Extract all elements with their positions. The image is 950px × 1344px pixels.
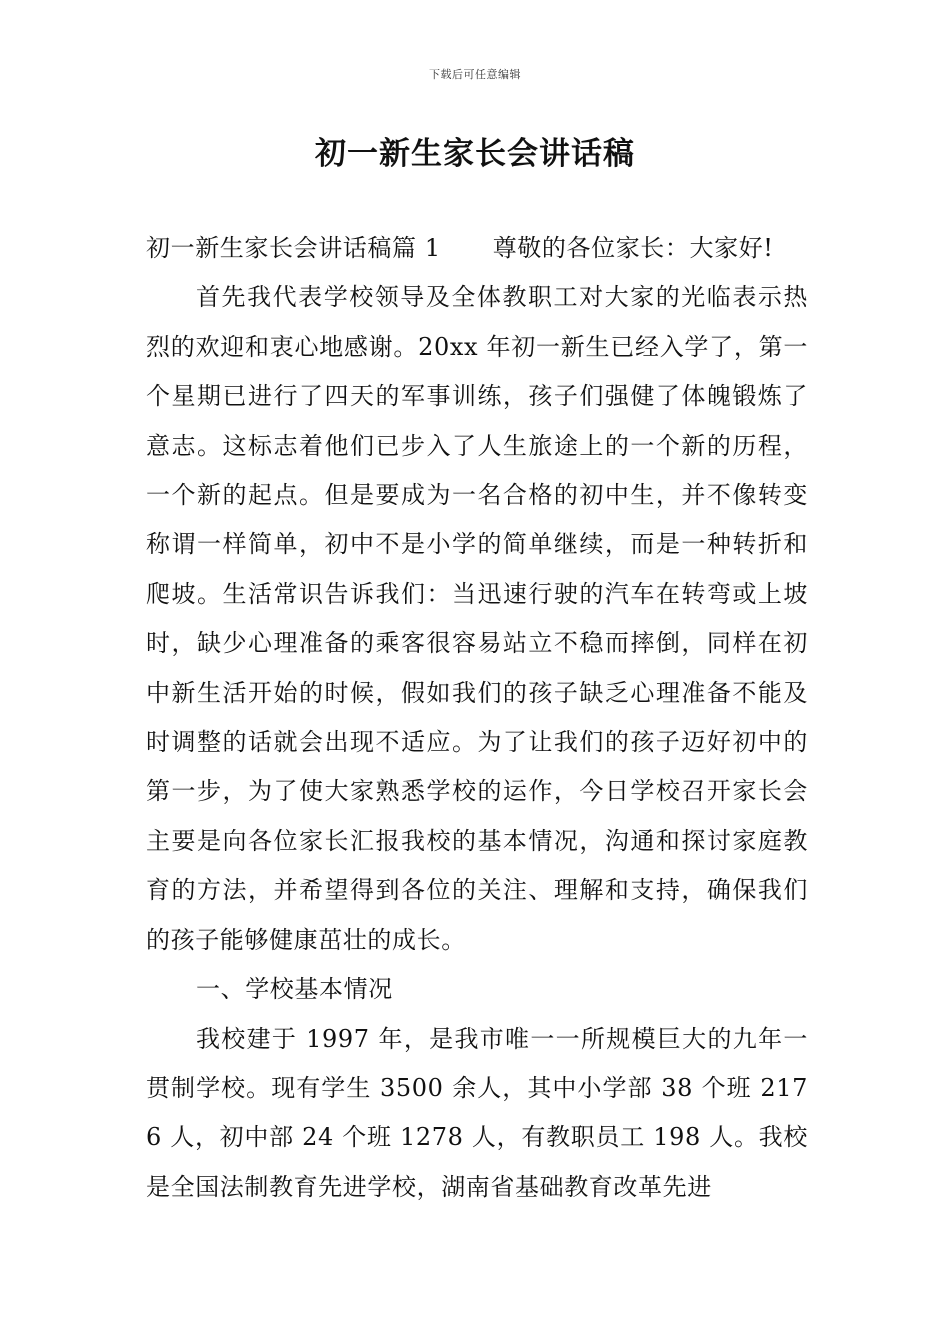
article-label: 初一新生家长会讲话稿篇 1	[146, 234, 441, 262]
paragraph-school-info: 我校建于 1997 年，是我市唯一一所规模巨大的九年一贯制学校。现有学生 3500 余人，其中小学部 38 个班 2176 人，初中部 24 个班 1278 人，有教职员工 198 人。我校是全国法制教育先进学校，湖南省基础教育改革先进	[146, 1024, 808, 1201]
header-note: 下载后可任意编辑	[429, 68, 521, 81]
paragraph-intro: 首先我代表学校领导及全体教职工对大家的光临表示热烈的欢迎和衷心地感谢。20xx 年初一新生已经入学了，第一个星期已进行了四天的军事训练，孩子们强健了体魄锻炼了意志。这标志着他们已步入了人生旅途上的一个新的历程，一个新的起点。但是要成为一名合格的初中生，并不像转变称谓一样简单，初中不是小学的简单继续，而是一种转折和爬坡。生活常识告诉我们：当迅速行驶的汽车在转弯或上坡时，缺少心理准备的乘客很容易站立不稳而摔倒，同样在初中新生活开始的时候，假如我们的孩子缺乏心理准备不能及时调整的话就会出现不适应。为了让我们的孩子迈好初中的第一步，为了使大家熟悉学校的运作，今日学校召开家长会主要是向各位家长汇报我校的基本情况，沟通和探讨家庭教育的方法，并希望得到各位的关注、理解和支持，确保我们的孩子能够健康茁壮的成长。	[146, 283, 808, 954]
greeting: 尊敬的各位家长：大家好!	[492, 234, 774, 262]
section-heading: 一、学校基本情况	[196, 975, 393, 1004]
document-title: 初一新生家长会讲话稿	[315, 136, 635, 172]
opening-line	[146, 224, 808, 273]
document-body	[146, 224, 808, 1212]
